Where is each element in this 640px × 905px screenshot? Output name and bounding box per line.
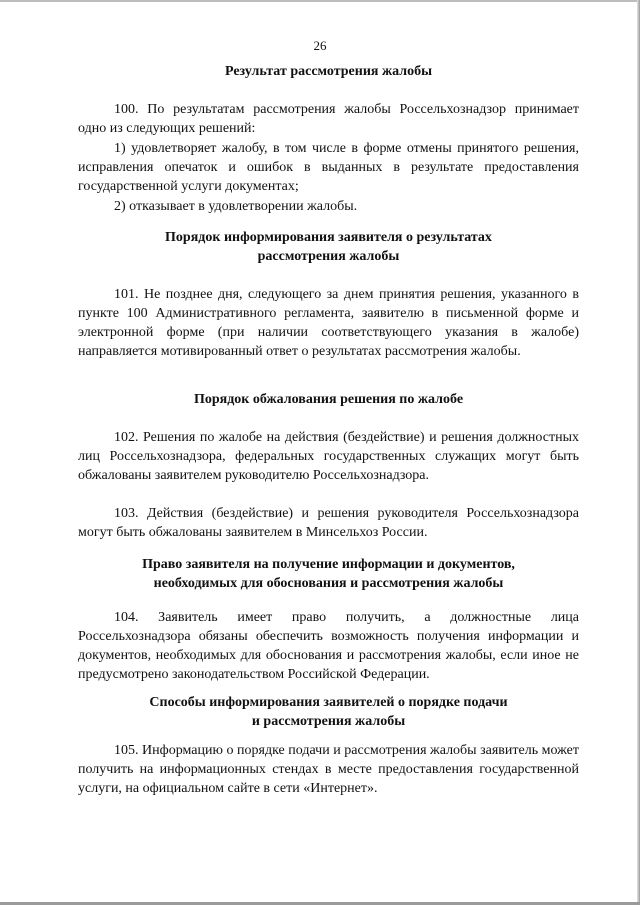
heading-line: рассмотрения жалобы (257, 249, 400, 264)
section-heading-appeal (78, 390, 579, 409)
heading-line: и рассмотрения жалобы (251, 714, 406, 729)
section-heading-result (78, 62, 579, 81)
paragraph-100-item-1: 1) удовлетворяет жалобу, в том числе в форме отмены принятого решения, исправления опечаток и ошибок в выданных в результате предоставления государственной услуги документах; (78, 141, 579, 194)
paragraph-100-item-2: 2) отказывает в удовлетворении жалобы. (114, 199, 358, 214)
heading-line: Право заявителя на получение информации и документов, (142, 557, 515, 572)
paragraph-101: 101. Не позднее дня, следующего за днем принятия решения, указанного в пункте 100 Административного регламента, заявителю в письменной форме и электронной форме (при наличии соответствующего указания в жалобе) направляется мотивированный ответ о результатах рассмотрения жалобы. (78, 287, 579, 359)
page-edge-top (0, 0, 640, 2)
paragraph-100: 100. По результатам рассмотрения жалобы Россельхознадзор принимает одно из следующих решений: (78, 102, 579, 136)
heading-line: необходимых для обоснования и рассмотрения жалобы (153, 576, 504, 591)
heading-line: Порядок обжалования решения по жалобе (193, 392, 464, 407)
paragraph-105: 105. Информацию о порядке подачи и рассмотрения жалобы заявитель может получить на информационных стендах в месте предоставления государственной услуги, на официальном сайте в сети «Интернет». (78, 743, 579, 796)
section-heading-informing (78, 228, 579, 266)
section-heading-right-to-info (78, 555, 579, 593)
paragraph-102: 102. Решения по жалобе на действия (бездействие) и решения должностных лиц Россельхознадзора, федеральных государственных служащих могут быть обжалованы заявителем руководителю Россельхознадзора. (78, 430, 579, 483)
paragraph-104: 104. Заявитель имеет право получить, а должностные лица Россельхознадзора обязаны обеспечить возможность получения информации и документов, необходимых для обоснования и рассмотрения жалобы, если иное не предусмотрено законодательством Российской Федерации. (78, 610, 579, 682)
page-number: 26 (313, 38, 327, 53)
heading-line: Способы информирования заявителей о порядке подачи (149, 695, 508, 710)
section-heading-ways-of-informing (78, 693, 579, 731)
heading-line: Порядок информирования заявителя о результатах (165, 230, 492, 245)
heading-line: Результат рассмотрения жалобы (224, 64, 433, 79)
paragraph-103: 103. Действия (бездействие) и решения руководителя Россельхознадзора могут быть обжалованы заявителем в Минсельхоз России. (78, 506, 579, 540)
